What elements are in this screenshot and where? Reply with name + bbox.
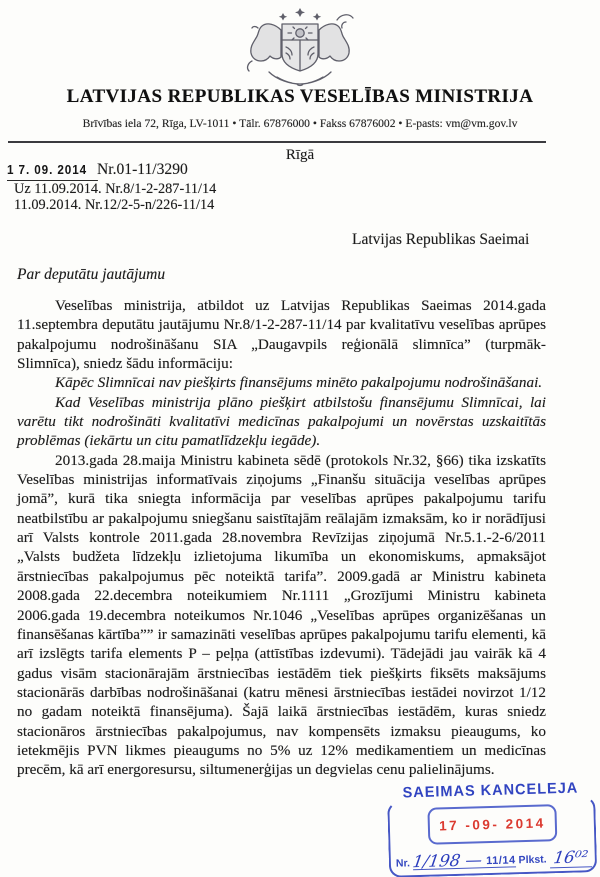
place-line: Rīgā (285, 147, 315, 163)
letterhead-divider (8, 141, 546, 143)
received-date-stamp: 1 7. 09. 2014 (7, 162, 98, 181)
letter-body (17, 296, 546, 780)
latvia-coat-of-arms-emblem (225, 6, 375, 95)
recipient: Latvijas Republikas Saeimai (352, 231, 530, 248)
handwritten-time: 16⁰² (551, 847, 589, 868)
reply-reference-1: Uz 11.09.2014. Nr.8/1-2-287-11/14 (14, 181, 217, 197)
stamp-time-label: Plkst. (518, 853, 547, 867)
stamp-outer-frame (387, 796, 597, 877)
reply-reference-2: 11.09.2014. Nr.12/2-5-n/226-11/14 (14, 196, 215, 213)
stamp-nr-reference: 11/14 (486, 854, 516, 868)
saeima-chancellery-stamp (385, 779, 599, 877)
document-number: Nr.01-11/3290 (97, 161, 188, 178)
stamp-office-name: SAEIMAS KANCELEJA (402, 779, 579, 802)
stamp-received-date: 17 -09- 2014 (438, 815, 546, 834)
paragraph-answer: 2013.gada 28.maija Ministru kabineta sēdē (protokols Nr.32, §66) tika izskatīts Veselības ministrijas informatīvais ziņojums „Finanšu situācija veselības aprūpes jomā”, kurā tika sniegta informācija par veselības aprūpes pakalpojumu tarifu neatbilstību ar pakalpojumu sniegšanu saistītajām reālajām izmaksām, ko ir norādījusi arī Valsts kontrole 2011.gada 28.novembra Revīzijas ziņojumā Nr.5.1.-2-6/2011 „Valsts budžeta līdzekļu izlietojuma likumība un ekonomiskums, apmaksājot ārstniecības pakalpojumus pēc noteiktā tarifa”. 2009.gadā ar Ministru kabineta 2008.gada 22.decembra noteikumiem Nr.1111 „Grozījumi Ministru kabineta 2006.gada 19.decembra noteikumos Nr.1046 „Veselības aprūpes organizēšanas un finansēšanas kārtība”” ir samazināti veselības aprūpes pakalpojumu tarifu elementi, kā arī izslēgts tarifa elements P – peļņa (attīstības izdevumi). Tādejādi jau vairāk kā 4 gadus visām stacionārajām ārstniecības iestādēm tiek piešķirts fiksēts maksājums stacionārās darbības nodrošināšanai (katru mēnesi ārstniecības iestādei novirzot 1/12 no gadam noteiktā finansējuma). Šajā laikā ārstniecības iestādēm, kuras sniedz stacionāros ārstniecības pakalpojumus, nav kompensēts izmaksu pieaugums, ko ietekmējis PVN likmes pieaugums no 5% uz 12% medikamentiem un medicīnas precēm, kā arī energoresursu, siltumenerģijas un degvielas cenu palielinājums. (17, 451, 546, 779)
letterhead-address: Brīvības iela 72, Rīga, LV-1011 • Tālr. 67876000 • Fakss 67876002 • E-pasts: vm@vm.gov.lv (82, 117, 518, 130)
stamp-registration-row (396, 848, 589, 872)
deputy-question-2: Kad Veselības ministrija plāno piešķirt atbilstošu finansējumu Slimnīcai, lai varētu tikt nodrošināti kvalitatīvi medicīnas pakalpojumi un novērstas uzskaitītās problēmas (iekārtu un citu pamatlīdzekļu iegāde). (17, 393, 546, 450)
stamp-date-box (427, 804, 557, 845)
reference-block (7, 162, 307, 213)
deputy-question-1: Kāpēc Slimnīcai nav piešķirts finansējums minēto pakalpojumu nodrošināšanai. (55, 374, 543, 392)
stamp-nr-label: Nr. (395, 857, 411, 870)
subject-line: Par deputātu jautājumu (17, 266, 166, 283)
paragraph-intro: Veselības ministrija, atbildot uz Latvijas Republikas Saeimas 2014.gada 11.septembra deputātu jautājumu Nr.8/1-2-287-11/14 par kvalitatīvu veselības aprūpes pakalpojumu nodrošināšanu SIA „Daugavpils reģionālā slimnīca” (turpmāk- Slimnīca), sniedz šādu informāciju: (17, 297, 546, 373)
reference-line-1 (7, 162, 307, 182)
ministry-name: LATVIJAS REPUBLIKAS VESELĪBAS MINISTRIJA (66, 86, 534, 107)
handwritten-registration-number: 1/198 — (411, 850, 484, 872)
stamp-nr-entry (413, 851, 516, 870)
stamp-time-entry (549, 848, 592, 868)
